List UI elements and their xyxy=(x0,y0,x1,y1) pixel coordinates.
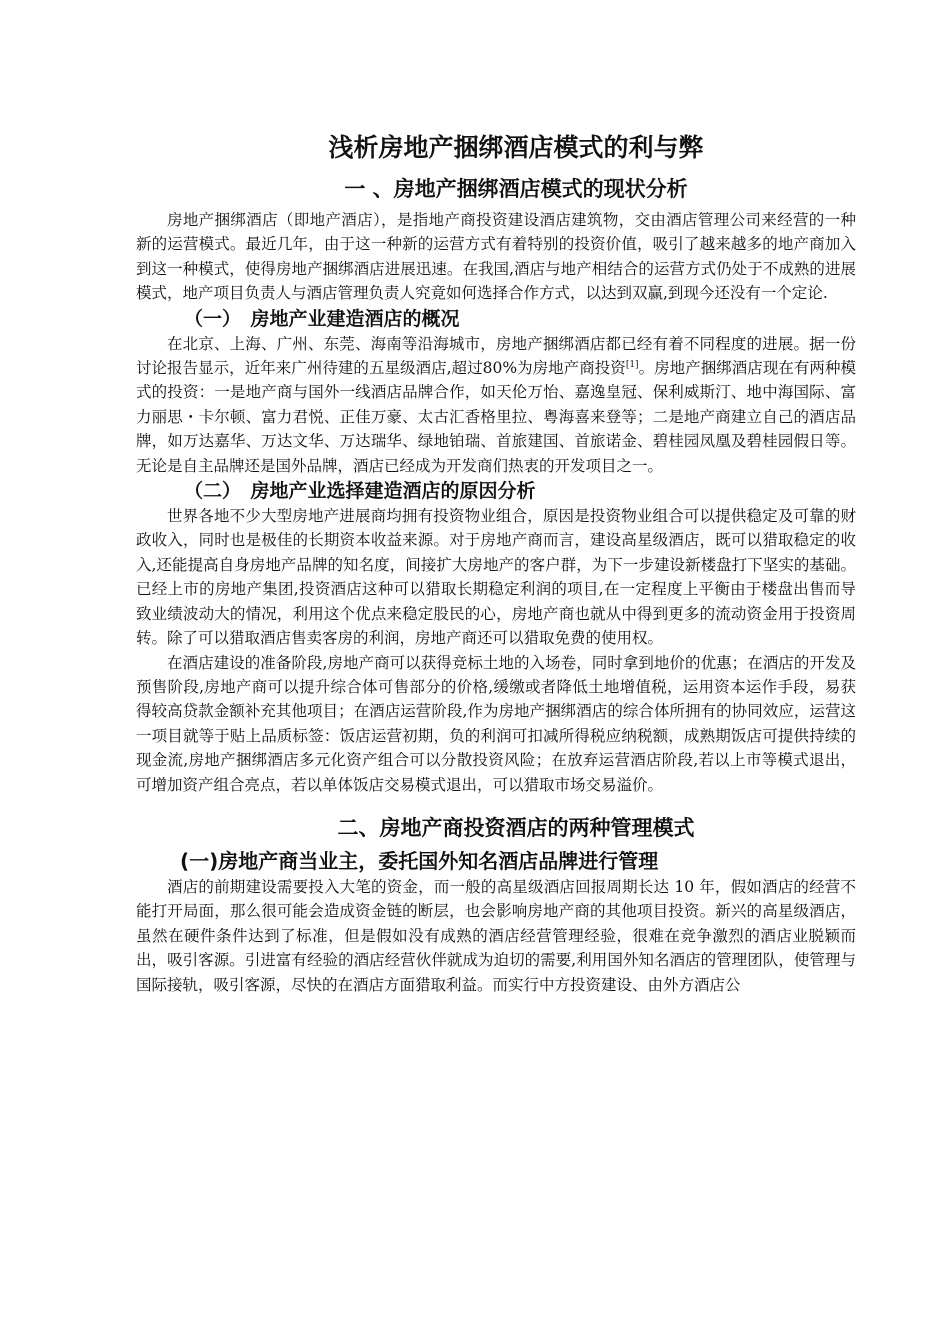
paragraph-text: 。房地产捆绑酒店现在有两种模式的投资：一是地产商与国外一线酒店品牌合作，如天伦万怡、嘉逸皇冠、保利威斯汀、地中海国际、富力丽思・卡尔顿、富力君悦、正佳万豪、太古汇香格里拉、粤海喜来登等；二是地产商建立自己的酒店品牌，如万达嘉华、万达文华、万达瑞华、绿地铂瑞、首旅建国、首旅诺金、碧桂园凤凰及碧桂园假日等。无论是自主品牌还是国外品牌，酒店已经成为开发商们热衷的开发项目之一。 xyxy=(136,359,856,475)
section-1-heading: 一 、房地产捆绑酒店模式的现状分析 xyxy=(344,177,688,201)
paragraph-text: 在北京、上海、广州、东莞、海南等沿海城市，房地产捆绑酒店都已经有着不同程度的进展。据一份讨论报告显示，近年来广州待建的五星级酒店,超过80%为房地产商投资 xyxy=(136,334,856,378)
subsection-1-1-paragraph xyxy=(136,332,856,478)
subsection-1-1-heading: （一） 房地产业建造酒店的概况 xyxy=(184,307,460,330)
subsection-2-1-heading: (一)房地产商当业主，委托国外知名酒店品牌进行管理 xyxy=(180,848,659,873)
subsection-1-2-heading: （二） 房地产业选择建造酒店的原因分析 xyxy=(184,480,536,503)
section-1-intro-paragraph: 房地产捆绑酒店（即地产酒店），是指地产商投资建设酒店建筑物，交由酒店管理公司来经营的一种新的运营模式。最近几年，由于这一种新的运营方式有着特别的投资价值，吸引了越来越多的地产商加入到这一种模式，使得房地产捆绑酒店进展迅速。在我国,酒店与地产相结合的运营方式仍处于不成熟的进展模式，地产项目负责人与酒店管理负责人究竟如何选择合作方式，以达到双赢,到现今还没有一个定论. xyxy=(136,211,856,303)
footnote-reference[interactable]: [1] xyxy=(625,359,639,370)
section-2-heading: 二、房地产商投资酒店的两种管理模式 xyxy=(337,815,695,840)
document-page xyxy=(136,128,856,997)
subsection-2-1-paragraph: 酒店的前期建设需要投入大笔的资金，而一般的高星级酒店回报周期长达 10 年，假如酒店的经营不能打开局面，那么很可能会造成资金链的断层，也会影响房地产商的其他项目投资。新兴的高星级酒店，虽然在硬件条件达到了标准，但是假如没有成熟的酒店经营管理经验，很难在竞争激烈的酒店业脱颖而出，吸引客源。引进富有经验的酒店经营伙伴就成为迫切的需要,利用国外知名酒店的管理团队，使管理与国际接轨，吸引客源，尽快的在酒店方面猎取利益。而实行中方投资建设、由外方酒店公 xyxy=(136,877,856,994)
document-title: 浅析房地产捆绑酒店模式的利与弊 xyxy=(328,133,704,162)
subsection-1-2-paragraph-2: 在酒店建设的准备阶段,房地产商可以获得竞标土地的入场卷，同时拿到地价的优惠；在酒店的开发及预售阶段,房地产商可以提升综合体可售部分的价格,缓缴或者降低土地增值税，运用资本运作手段，易获得较高贷款金额补充其他项目；在酒店运营阶段,作为房地产捆绑酒店的综合体所拥有的协同效应，运营这一项目就等于贴上品质标签：饭店运营初期，负的利润可扣减所得税应纳税额，成熟期饭店可提供持续的现金流,房地产捆绑酒店多元化资产组合可以分散投资风险；在放弃运营酒店阶段,若以上市等模式退出，可增加资产组合亮点，若以单体饭店交易模式退出，可以猎取市场交易溢价。 xyxy=(136,653,856,794)
subsection-1-2-paragraph-1: 世界各地不少大型房地产进展商均拥有投资物业组合，原因是投资物业组合可以提供稳定及可靠的财政收入，同时也是极佳的长期资本收益来源。对于房地产商而言，建设高星级酒店，既可以猎取稳定的收入,还能提高自身房地产品牌的知名度，间接扩大房地产的客户群，为下一步建设新楼盘打下坚实的基础。已经上市的房地产集团,投资酒店这种可以猎取长期稳定利润的项目,在一定程度上平衡由于楼盘出售而导致业绩波动大的情况，利用这个优点来稳定股民的心，房地产商也就从中得到更多的流动资金用于投资周转。除了可以猎取酒店售卖客房的利润，房地产商还可以猎取免费的使用权。 xyxy=(136,507,856,648)
